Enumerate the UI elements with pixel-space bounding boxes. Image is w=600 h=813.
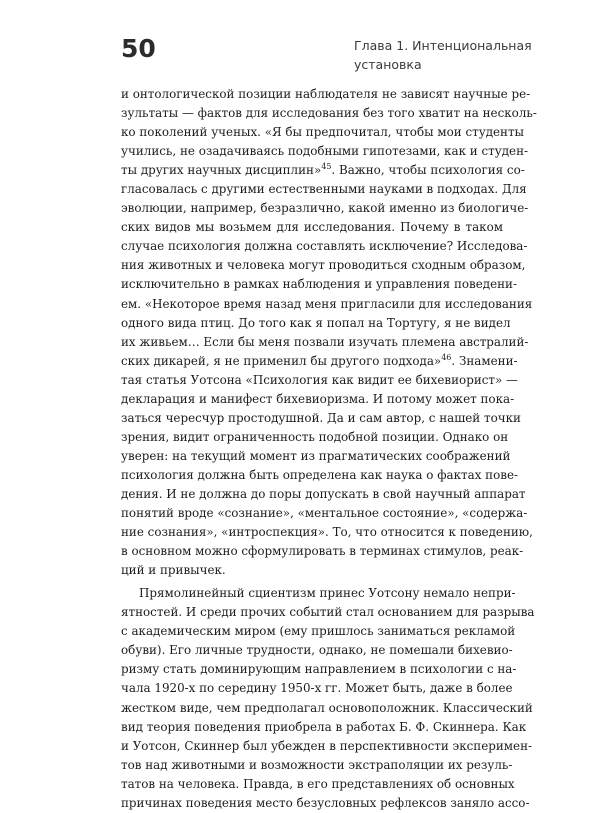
body-text	[121, 85, 537, 813]
text-line: ем. «Некоторое время назад меня пригласили для исследования	[121, 296, 533, 311]
text-line: ния животных и человека могут проводиться сходным образом,	[121, 258, 526, 273]
text-line: чала 1920-х по середину 1950-х гг. Может быть, даже в более	[121, 681, 513, 696]
text-line: заться чересчур простодушной. Да и сам автор, с нашей точки	[121, 410, 521, 425]
text-span: ских дикарей, я не применил бы другого подхода»	[121, 353, 442, 368]
running-head	[354, 36, 532, 74]
page-number: 50	[121, 34, 156, 63]
chapter-title-line-2: установка	[354, 57, 422, 72]
text-line: в основном можно сформулировать в терминах стимулов, реак-	[121, 544, 524, 559]
text-line: эволюции, например, безразлично, какой именно из биологиче-	[121, 201, 529, 216]
footnote-ref-45: 45	[321, 162, 332, 172]
text-line: ятностей. И среди прочих событий стал основанием для разрыва	[121, 605, 535, 620]
text-line: вид теория поведения приобрела в работах Б. Ф. Скиннера. Как	[121, 719, 527, 734]
text-line: зультаты — фактов для исследования без того хватит на несколь-	[121, 106, 537, 121]
text-line: гласовалась с другими естественными науками в подходах. Для	[121, 182, 527, 197]
paragraph-2	[121, 584, 535, 813]
chapter-title-line-1: Глава 1. Интенциональная	[354, 38, 532, 53]
text-line: с академическим миром (ему пришлось заниматься рекламой	[121, 624, 516, 639]
text-line: ние сознания», «интроспекция». То, что относится к поведению,	[121, 525, 533, 540]
text-line	[121, 161, 525, 180]
text-line: Прямолинейный сциентизм принес Уотсону немало непри-	[139, 586, 516, 601]
text-line: декларация и манифест бихевиоризма. И потому может пока-	[121, 391, 515, 406]
text-line: ко поколений ученых. «Я бы предпочитал, чтобы мои студенты	[121, 125, 525, 140]
text-line: причинах поведения место безусловных рефлексов заняло ассо-	[121, 795, 530, 810]
text-line: ризму стать доминирующим направлением в психологии с на-	[121, 662, 517, 677]
text-line: татов на человека. Правда, в его представлениях об основных	[121, 776, 515, 791]
text-span: . Знамени-	[451, 353, 518, 368]
text-line: ских видов мы возьмем для исследования. Почему в таком	[121, 220, 503, 235]
text-line	[121, 352, 518, 371]
text-line: дения. И не должна до поры допускать в свой научный аппарат	[121, 486, 526, 501]
text-span: ты других научных дисциплин»	[121, 163, 322, 178]
text-line: уверен: на текущий момент из прагматических соображений	[121, 448, 511, 463]
text-line: и Уотсон, Скиннер был убежден в перспективности эксперимен-	[121, 738, 533, 753]
text-line: их живьем… Если бы меня позвали изучать племена австралий-	[121, 334, 529, 349]
text-line: исключительно в рамках наблюдения и управления поведени-	[121, 277, 517, 292]
text-line: зрения, видит ограниченность подобной позиции. Однако он	[121, 429, 509, 444]
text-line: ций и привычек.	[121, 563, 226, 578]
text-span: . Важно, чтобы психология со-	[331, 163, 525, 178]
paragraph-1	[121, 85, 537, 580]
text-line: психология должна быть определена как наука о фактах пове-	[121, 467, 519, 482]
text-line: тая статья Уотсона «Психология как видит ее бихевиорист» —	[121, 372, 518, 387]
text-line: жестком виде, чем предполагал основоположник. Классический	[121, 700, 533, 715]
text-line: учились, не озадачиваясь подобными гипотезами, как и студен-	[121, 144, 529, 159]
text-line: случае психология должна составлять исключение? Исследова-	[121, 239, 528, 254]
text-line: обуви). Его личные трудности, однако, не помешали бихевио-	[121, 643, 513, 658]
text-line: тов над животными и возможности экстраполяции их резуль-	[121, 757, 513, 772]
footnote-ref-46: 46	[441, 352, 452, 362]
text-line: понятий вроде «сознание», «ментальное состояние», «содержа-	[121, 506, 528, 521]
text-line: и онтологической позиции наблюдателя не зависят научные ре-	[121, 87, 531, 101]
text-line: одного вида птиц. До того как я попал на Тортугу, я не видел	[121, 315, 511, 330]
